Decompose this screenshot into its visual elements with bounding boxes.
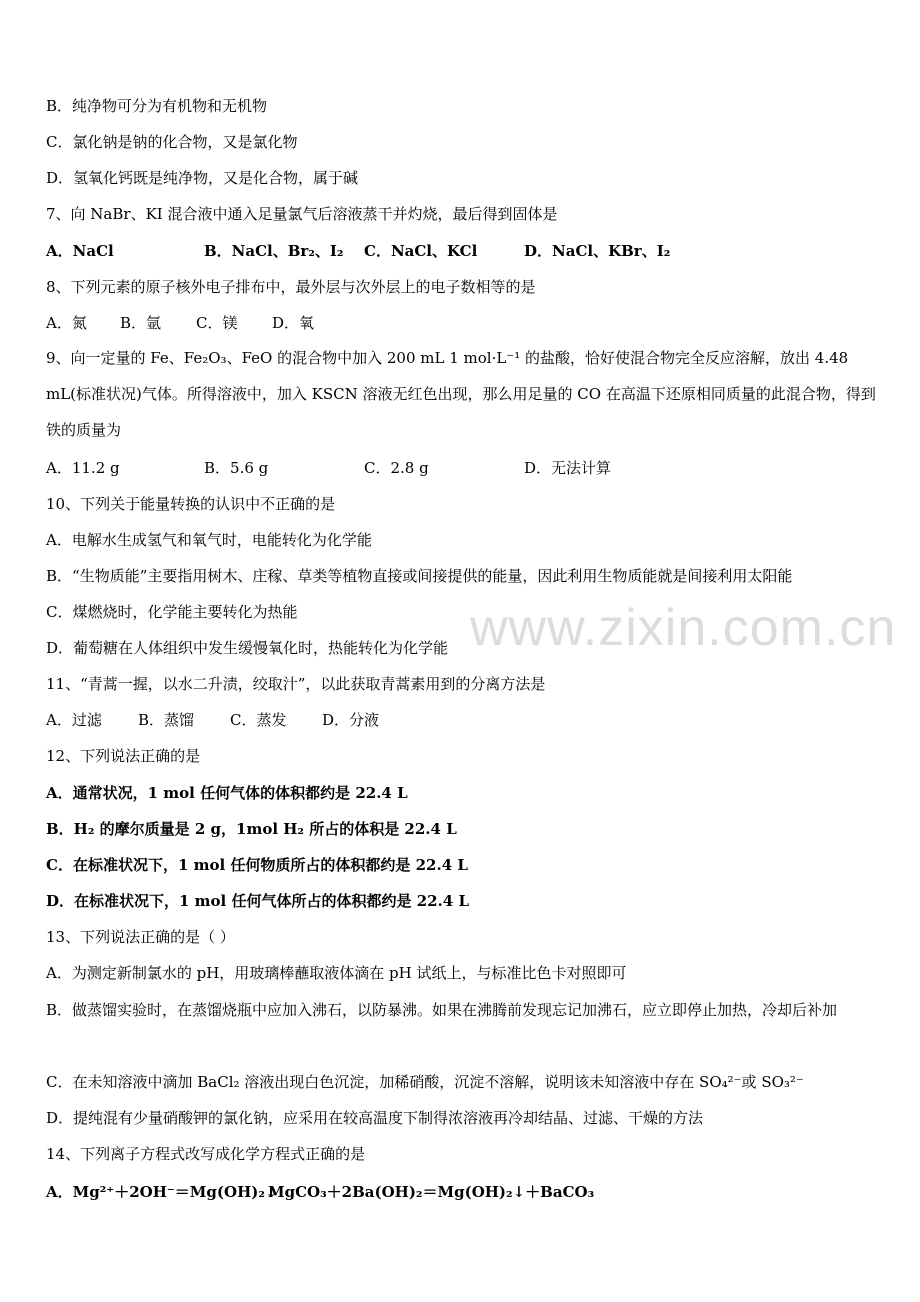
q13-option-d: D．提纯混有少量硝酸钾的氯化钠，应采用在较高温度下制得浓溶液再冷却结晶、过滤、干燥的方法 [46,1109,704,1127]
q13-option-c: C．在未知溶液中滴加 BaCl₂ 溶液出现白色沉淀，加稀硝酸，沉淀不溶解，说明该未知溶液中存在 SO₄²⁻或 SO₃²⁻ [46,1073,804,1091]
q9-stem: 9、向一定量的 Fe、Fe₂O₃、FeO 的混合物中加入 200 mL 1 mol·L⁻¹ 的盐酸，恰好使混合物完全反应溶解，放出 4.48 mL(标准状况)气体。所得溶液中，加入 KSCN 溶液无红色出现，那么用足量的 CO 在高温下还原相同质量的此混合物，得到铁的质量为 [46,349,876,439]
q8-options [46,313,880,333]
q9-option-d: D．无法计算 [524,459,612,477]
q11-option-b: B．蒸馏 [138,711,195,729]
q7-option-c: C．NaCl、KCl [364,242,478,260]
q8-stem: 8、下列元素的原子核外电子排布中，最外层与次外层上的电子数相等的是 [46,278,536,296]
q11-option-a: A．过滤 [46,711,102,729]
q10-option-b: B．“生物质能”主要指用树木、庄稼、草类等植物直接或间接提供的能量，因此利用生物质能就是间接利用太阳能 [46,567,793,585]
q8-option-a: A．氮 [46,314,87,332]
q12-stem: 12、下列说法正确的是 [46,747,201,765]
q9-option-c: C．2.8 g [364,459,429,477]
q10-stem: 10、下列关于能量转换的认识中不正确的是 [46,495,336,513]
q7-option-a: A．NaCl [46,242,114,260]
q6-option-b: B．纯净物可分为有机物和无机物 [46,97,268,115]
q10-option-d: D．葡萄糖在人体组织中发生缓慢氧化时，热能转化为化学能 [46,639,449,657]
q11-stem: 11、“青蒿一握，以水二升渍，绞取汁”，以此获取青蒿素用到的分离方法是 [46,675,546,693]
q14-option-a [46,1182,880,1202]
q6-option-c: C．氯化钠是钠的化合物，又是氯化物 [46,133,298,151]
q14-stem: 14、下列离子方程式改写成化学方程式正确的是 [46,1145,366,1163]
q12-option-c: C．在标准状况下，1 mol 任何物质所占的体积都约是 22.4 L [46,856,468,874]
q14-option-a-ionic: A．Mg²⁺＋2OH⁻＝Mg(OH)₂↓ [46,1183,278,1201]
q9-option-b: B．5.6 g [204,459,269,477]
q8-option-b: B．氩 [120,314,162,332]
q13-stem: 13、下列说法正确的是（ ） [46,928,235,946]
q12-option-a: A．通常状况，1 mol 任何气体的体积都约是 22.4 L [46,784,408,802]
q7-options [46,241,880,261]
q7-stem: 7、向 NaBr、KI 混合液中通入足量氯气后溶液蒸干并灼烧，最后得到固体是 [46,205,558,223]
q11-option-d: D．分液 [322,711,380,729]
q12-option-b: B．H₂ 的摩尔质量是 2 g，1mol H₂ 所占的体积是 22.4 L [46,820,457,838]
q13-option-a: A．为测定新制氯水的 pH，用玻璃棒蘸取液体滴在 pH 试纸上，与标准比色卡对照即可 [46,964,627,982]
q13-option-b: B．做蒸馏实验时，在蒸馏烧瓶中应加入沸石，以防暴沸。如果在沸腾前发现忘记加沸石，应立即停止加热，冷却后补加 [46,1001,838,1019]
q11-option-c: C．蒸发 [230,711,287,729]
q9-option-a: A．11.2 g [46,459,120,477]
q14-option-a-equation: MgCO₃＋2Ba(OH)₂＝Mg(OH)₂↓＋BaCO₃ [268,1183,595,1201]
q10-option-a: A．电解水生成氢气和氧气时，电能转化为化学能 [46,531,372,549]
q8-option-c: C．镁 [196,314,238,332]
q6-option-d: D．氢氧化钙既是纯净物，又是化合物，属于碱 [46,169,359,187]
q9-options [46,458,880,478]
q7-option-b: B．NaCl、Br₂、I₂ [204,242,344,260]
q11-options [46,710,880,730]
q7-option-d: D．NaCl、KBr、I₂ [524,242,671,260]
watermark: www.zixin.com.cn [470,599,897,657]
q12-option-d: D．在标准状况下，1 mol 任何气体所占的体积都约是 22.4 L [46,892,469,910]
q10-option-c: C．煤燃烧时，化学能主要转化为热能 [46,603,298,621]
q8-option-d: D．氧 [272,314,315,332]
